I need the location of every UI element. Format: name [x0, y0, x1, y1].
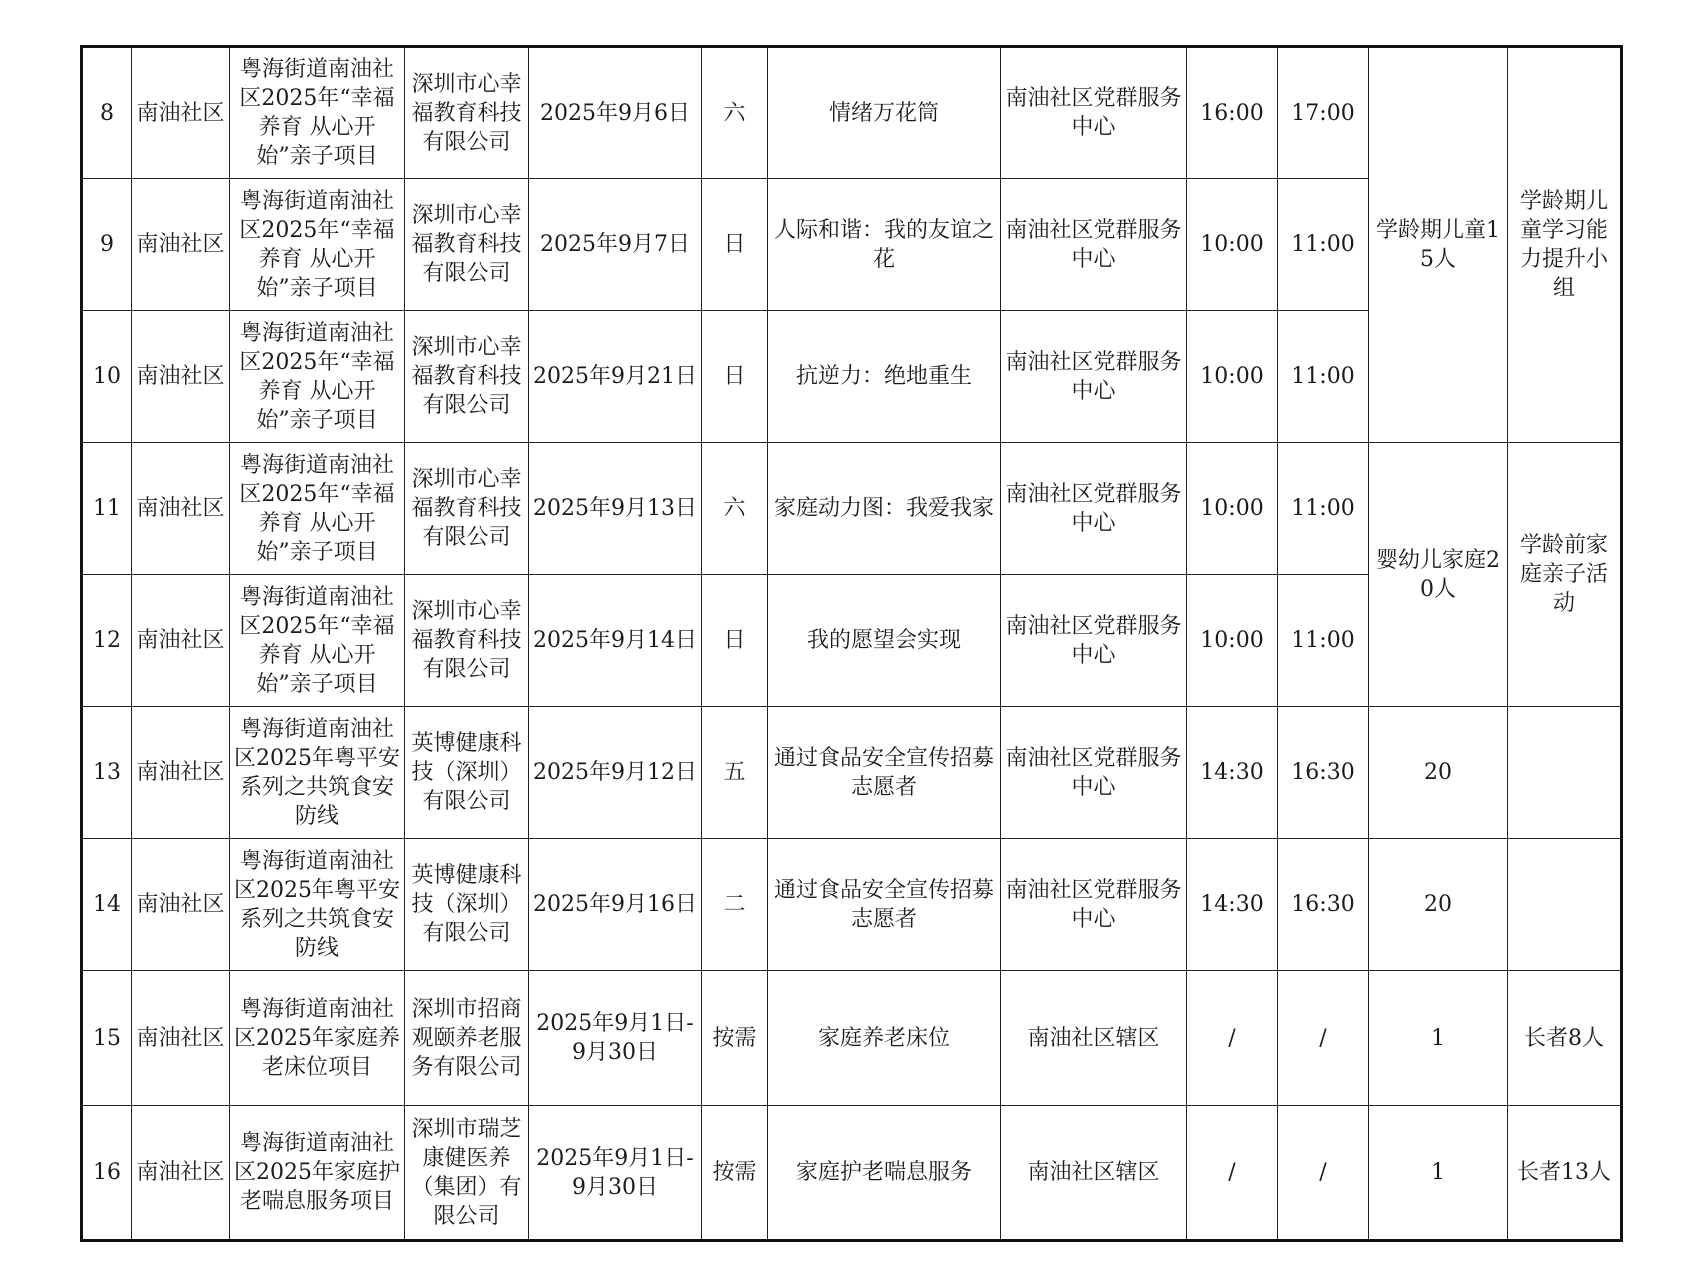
activity-cell: 家庭养老床位 [768, 971, 1001, 1106]
organization-cell: 深圳市心幸福教育科技有限公司 [405, 311, 529, 443]
venue-cell: 南油社区党群服务中心 [1001, 707, 1187, 839]
activity-cell: 我的愿望会实现 [768, 575, 1001, 707]
schedule-sheet [80, 45, 1620, 1242]
date-cell: 2025年9月16日 [529, 839, 702, 971]
organization-cell: 深圳市心幸福教育科技有限公司 [405, 443, 529, 575]
end-time-cell: / [1278, 971, 1369, 1106]
weekday-cell: 按需 [702, 1106, 768, 1241]
group1-target-cell: 学龄期儿童学习能力提升小组 [1508, 47, 1622, 443]
weekday-cell: 按需 [702, 971, 768, 1106]
activity-table [80, 45, 1623, 1242]
project-cell: 粤海街道南油社区2025年家庭护老喘息服务项目 [230, 1106, 405, 1241]
activity-cell: 通过食品安全宣传招募志愿者 [768, 839, 1001, 971]
weekday-cell: 二 [702, 839, 768, 971]
organization-cell: 英博健康科技（深圳）有限公司 [405, 839, 529, 971]
start-time-cell: 10:00 [1187, 311, 1278, 443]
group1-quota-cell: 学龄期儿童15人 [1369, 47, 1508, 443]
community-cell: 南油社区 [132, 47, 230, 179]
project-cell: 粤海街道南油社区2025年粤平安系列之共筑食安防线 [230, 839, 405, 971]
date-cell: 2025年9月14日 [529, 575, 702, 707]
weekday-cell: 日 [702, 575, 768, 707]
activity-cell: 家庭动力图：我爱我家 [768, 443, 1001, 575]
table-row [82, 1106, 1622, 1241]
table-row [82, 707, 1622, 839]
community-cell: 南油社区 [132, 443, 230, 575]
venue-cell: 南油社区辖区 [1001, 971, 1187, 1106]
start-time-cell: 14:30 [1187, 707, 1278, 839]
group2-target-cell: 学龄前家庭亲子活动 [1508, 443, 1622, 707]
end-time-cell: 16:30 [1278, 707, 1369, 839]
target-cell [1508, 839, 1622, 971]
project-cell: 粤海街道南油社区2025年“幸福养育 从心开始”亲子项目 [230, 179, 405, 311]
row-number: 8 [82, 47, 132, 179]
community-cell: 南油社区 [132, 1106, 230, 1241]
community-cell: 南油社区 [132, 707, 230, 839]
start-time-cell: 16:00 [1187, 47, 1278, 179]
row-number: 11 [82, 443, 132, 575]
end-time-cell: 11:00 [1278, 575, 1369, 707]
organization-cell: 深圳市心幸福教育科技有限公司 [405, 47, 529, 179]
venue-cell: 南油社区党群服务中心 [1001, 179, 1187, 311]
date-cell: 2025年9月13日 [529, 443, 702, 575]
community-cell: 南油社区 [132, 575, 230, 707]
quota-cell: 20 [1369, 839, 1508, 971]
weekday-cell: 六 [702, 443, 768, 575]
date-cell: 2025年9月21日 [529, 311, 702, 443]
community-cell: 南油社区 [132, 179, 230, 311]
target-cell: 长者8人 [1508, 971, 1622, 1106]
venue-cell: 南油社区党群服务中心 [1001, 575, 1187, 707]
venue-cell: 南油社区辖区 [1001, 1106, 1187, 1241]
date-cell: 2025年9月6日 [529, 47, 702, 179]
community-cell: 南油社区 [132, 311, 230, 443]
organization-cell: 深圳市瑞芝康健医养（集团）有限公司 [405, 1106, 529, 1241]
activity-cell: 情绪万花筒 [768, 47, 1001, 179]
venue-cell: 南油社区党群服务中心 [1001, 47, 1187, 179]
group2-quota-cell: 婴幼儿家庭20人 [1369, 443, 1508, 707]
table-row [82, 839, 1622, 971]
row-number: 14 [82, 839, 132, 971]
start-time-cell: 14:30 [1187, 839, 1278, 971]
weekday-cell: 六 [702, 47, 768, 179]
weekday-cell: 日 [702, 179, 768, 311]
project-cell: 粤海街道南油社区2025年家庭养老床位项目 [230, 971, 405, 1106]
date-cell: 2025年9月1日-9月30日 [529, 1106, 702, 1241]
row-number: 9 [82, 179, 132, 311]
start-time-cell: / [1187, 1106, 1278, 1241]
activity-cell: 通过食品安全宣传招募志愿者 [768, 707, 1001, 839]
community-cell: 南油社区 [132, 839, 230, 971]
start-time-cell: / [1187, 971, 1278, 1106]
organization-cell: 英博健康科技（深圳）有限公司 [405, 707, 529, 839]
quota-cell: 1 [1369, 1106, 1508, 1241]
end-time-cell: 11:00 [1278, 443, 1369, 575]
row-number: 13 [82, 707, 132, 839]
date-cell: 2025年9月12日 [529, 707, 702, 839]
end-time-cell: / [1278, 1106, 1369, 1241]
organization-cell: 深圳市心幸福教育科技有限公司 [405, 575, 529, 707]
row-number: 10 [82, 311, 132, 443]
end-time-cell: 11:00 [1278, 179, 1369, 311]
quota-cell: 1 [1369, 971, 1508, 1106]
activity-cell: 人际和谐：我的友谊之花 [768, 179, 1001, 311]
row-number: 16 [82, 1106, 132, 1241]
venue-cell: 南油社区党群服务中心 [1001, 311, 1187, 443]
start-time-cell: 10:00 [1187, 443, 1278, 575]
target-cell [1508, 707, 1622, 839]
activity-cell: 家庭护老喘息服务 [768, 1106, 1001, 1241]
row-number: 12 [82, 575, 132, 707]
weekday-cell: 日 [702, 311, 768, 443]
activity-cell: 抗逆力：绝地重生 [768, 311, 1001, 443]
weekday-cell: 五 [702, 707, 768, 839]
target-cell: 长者13人 [1508, 1106, 1622, 1241]
organization-cell: 深圳市招商观颐养老服务有限公司 [405, 971, 529, 1106]
venue-cell: 南油社区党群服务中心 [1001, 443, 1187, 575]
project-cell: 粤海街道南油社区2025年“幸福养育 从心开始”亲子项目 [230, 443, 405, 575]
organization-cell: 深圳市心幸福教育科技有限公司 [405, 179, 529, 311]
quota-cell: 20 [1369, 707, 1508, 839]
community-cell: 南油社区 [132, 971, 230, 1106]
table-row [82, 971, 1622, 1106]
start-time-cell: 10:00 [1187, 179, 1278, 311]
project-cell: 粤海街道南油社区2025年“幸福养育 从心开始”亲子项目 [230, 47, 405, 179]
end-time-cell: 17:00 [1278, 47, 1369, 179]
table-row [82, 47, 1622, 179]
end-time-cell: 16:30 [1278, 839, 1369, 971]
project-cell: 粤海街道南油社区2025年“幸福养育 从心开始”亲子项目 [230, 575, 405, 707]
date-cell: 2025年9月1日-9月30日 [529, 971, 702, 1106]
date-cell: 2025年9月7日 [529, 179, 702, 311]
project-cell: 粤海街道南油社区2025年粤平安系列之共筑食安防线 [230, 707, 405, 839]
start-time-cell: 10:00 [1187, 575, 1278, 707]
venue-cell: 南油社区党群服务中心 [1001, 839, 1187, 971]
row-number: 15 [82, 971, 132, 1106]
end-time-cell: 11:00 [1278, 311, 1369, 443]
project-cell: 粤海街道南油社区2025年“幸福养育 从心开始”亲子项目 [230, 311, 405, 443]
table-row [82, 443, 1622, 575]
